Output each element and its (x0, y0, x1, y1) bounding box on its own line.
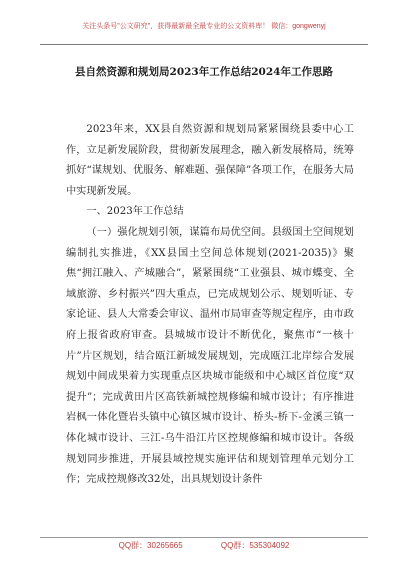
paragraph-intro: 2023年来，XX县自然资源和规划局紧紧围绕县委中心工作，立足新发展阶段，贯彻新发展理念，融入新发展格局，统筹抓好“谋规划、优服务、解难题、强保障”各项工作，在服务大局中实现新发展。 (66, 124, 354, 197)
header-banner: 关注头条号"公文研究"，获得最新最全最专业的公文资料库！ 微信：gongwenyj (82, 23, 326, 30)
footer-qq-group-2: QQ群：535304092 (220, 541, 290, 550)
footer-qq-group-1: QQ群：30265665 (118, 541, 183, 550)
header-divider (40, 44, 368, 45)
document-body (66, 120, 354, 491)
section-heading: 一、2023年工作总结 (86, 206, 184, 218)
footer-banner (40, 538, 368, 554)
paragraph-planning: （一）强化规划引领，谋篇布局优空间。县级国土空间规划编制扎实推进，《XX县国土空间总体规划(2021-2035)》聚焦“拥江融入、产城融合”，紧紧围绕“工业强县、城市蝶变、全域旅游、乡村振兴”四大重点，已完成规划公示、规划听证、专家论证、县人大常委会审议、温州市局审查等规定程序，由市政府上报省政府审查。县城城市设计不断优化，聚焦市“一核十片”片区规划，结合瓯江新城发展规划，完成瓯江北岸综合发展规划中间成果着力实现重点区块城市能级和中心城区首位度“双提升”；完成黄田片区高铁新城控规修编和城市设计；有序推进岩枫一体化暨岩头镇中心镇区城市设计、桥头-桥下-金溪三镇一体化城市设计、三江-乌牛沿江片区控规修编和城市设计。各级规划同步推进，开展县域控规实施评估和规划管理单元划分工作；完成控规修改32处，出具规划设计条件 (66, 226, 354, 486)
document-title: 县自然资源和规划局2023年工作总结2024年工作思路 (75, 66, 333, 78)
